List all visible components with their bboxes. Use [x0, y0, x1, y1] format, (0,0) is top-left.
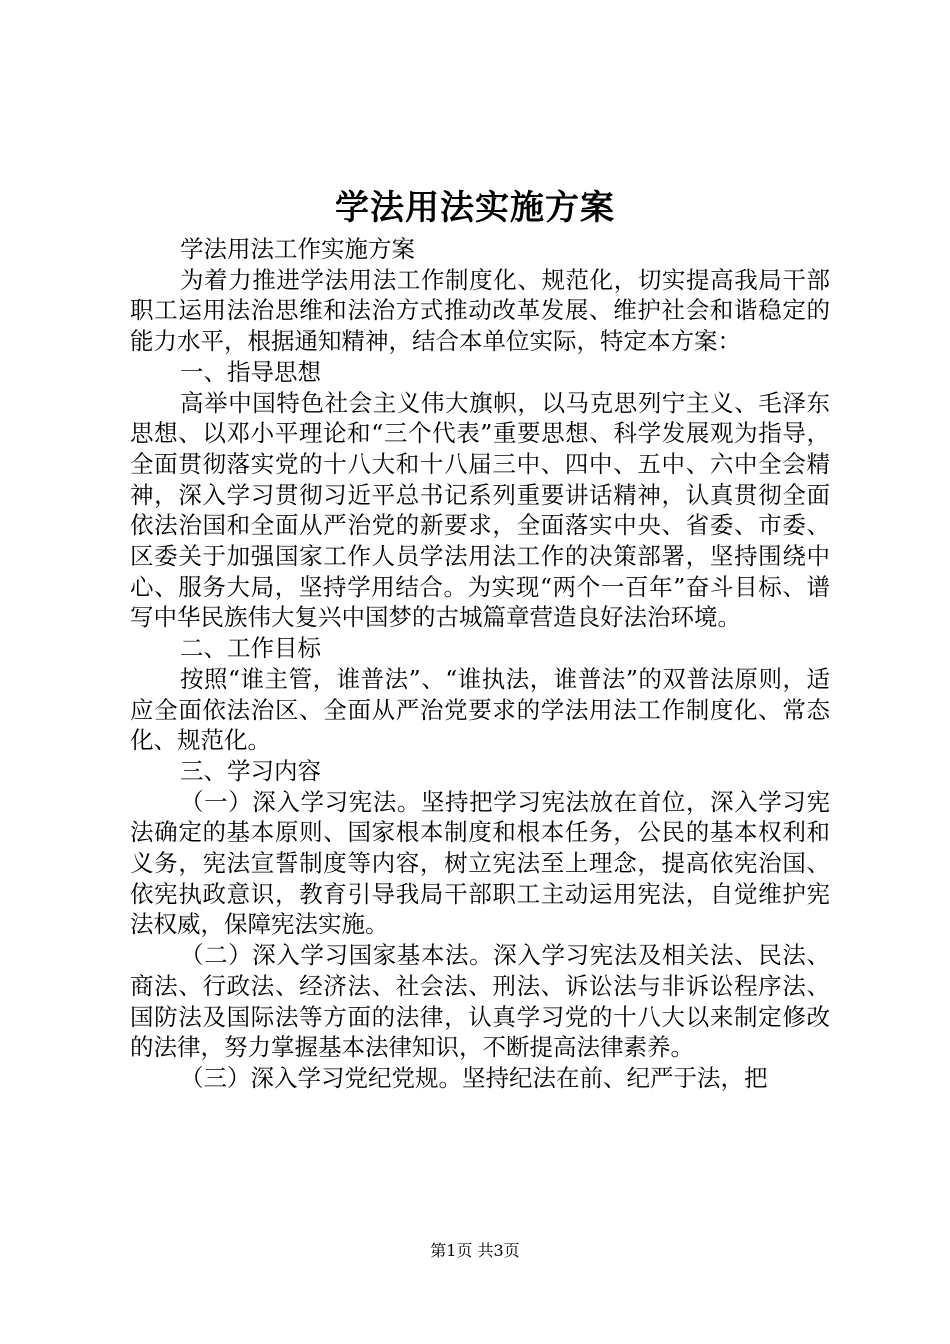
- study-party-rules-paragraph: （三）深入学习党纪党规。坚持纪法在前、纪严于法，把: [180, 1063, 768, 1092]
- guiding-ideology-paragraph: 高举中国特色社会主义伟大旗帜，以马克思列宁主义、毛泽东思想、以邓小平理论和“三个代表”重要思想、科学发展观为指导，全面贯彻落实党的十八大和十八届三中、四中、五中、六中全会精神，深入学习贯彻习近平总书记系列重要讲话精神，认真贯彻全面依法治国和全面从严治党的新要求，全面落实中央、省委、市委、区委关于加强国家工作人员学法用法工作的决策部署，坚持围绕中心、服务大局，坚持学用结合。为实现“两个一百年”奋斗目标、谱写中华民族伟大复兴中国梦的古城篇章营造良好法治环境。: [130, 388, 830, 632]
- document-title: 学法用法实施方案: [335, 188, 615, 228]
- section-heading-guiding-ideology: 一、指导思想: [180, 357, 321, 386]
- study-constitution-paragraph: （一）深入学习宪法。坚持把学习宪法放在首位，深入学习宪法确定的基本原则、国家根本制度和根本任务，公民的基本权利和义务，宪法宣誓制度等内容，树立宪法至上理念，提高依宪治国、依宪执政意识，教育引导我局干部职工主动运用宪法，自觉维护宪法权威，保障宪法实施。: [130, 787, 830, 939]
- intro-paragraph: 为着力推进学法用法工作制度化、规范化，切实提高我局干部职工运用法治思维和法治方式推动改革发展、维护社会和谐稳定的能力水平，根据通知精神，结合本单位实际，特定本方案：: [130, 265, 830, 356]
- section-heading-study-content: 三、学习内容: [180, 756, 321, 785]
- section-heading-work-goals: 二、工作目标: [180, 634, 321, 663]
- work-goals-paragraph: 按照“谁主管，谁普法”、“谁执法，谁普法”的双普法原则，适应全面依法治区、全面从严治党要求的学法用法工作制度化、常态化、规范化。: [130, 664, 830, 755]
- page-footer: 第1页 共3页: [430, 1241, 520, 1260]
- study-basic-laws-paragraph: （二）深入学习国家基本法。深入学习宪法及相关法、民法、商法、行政法、经济法、社会法、刑法、诉讼法与非诉讼程序法、国防法及国际法等方面的法律，认真学习党的十八大以来制定修改的法律，努力掌握基本法律知识，不断提高法律素养。: [130, 941, 830, 1062]
- doc-subtitle: 学法用法工作实施方案: [180, 235, 415, 263]
- document-body: [130, 234, 830, 1094]
